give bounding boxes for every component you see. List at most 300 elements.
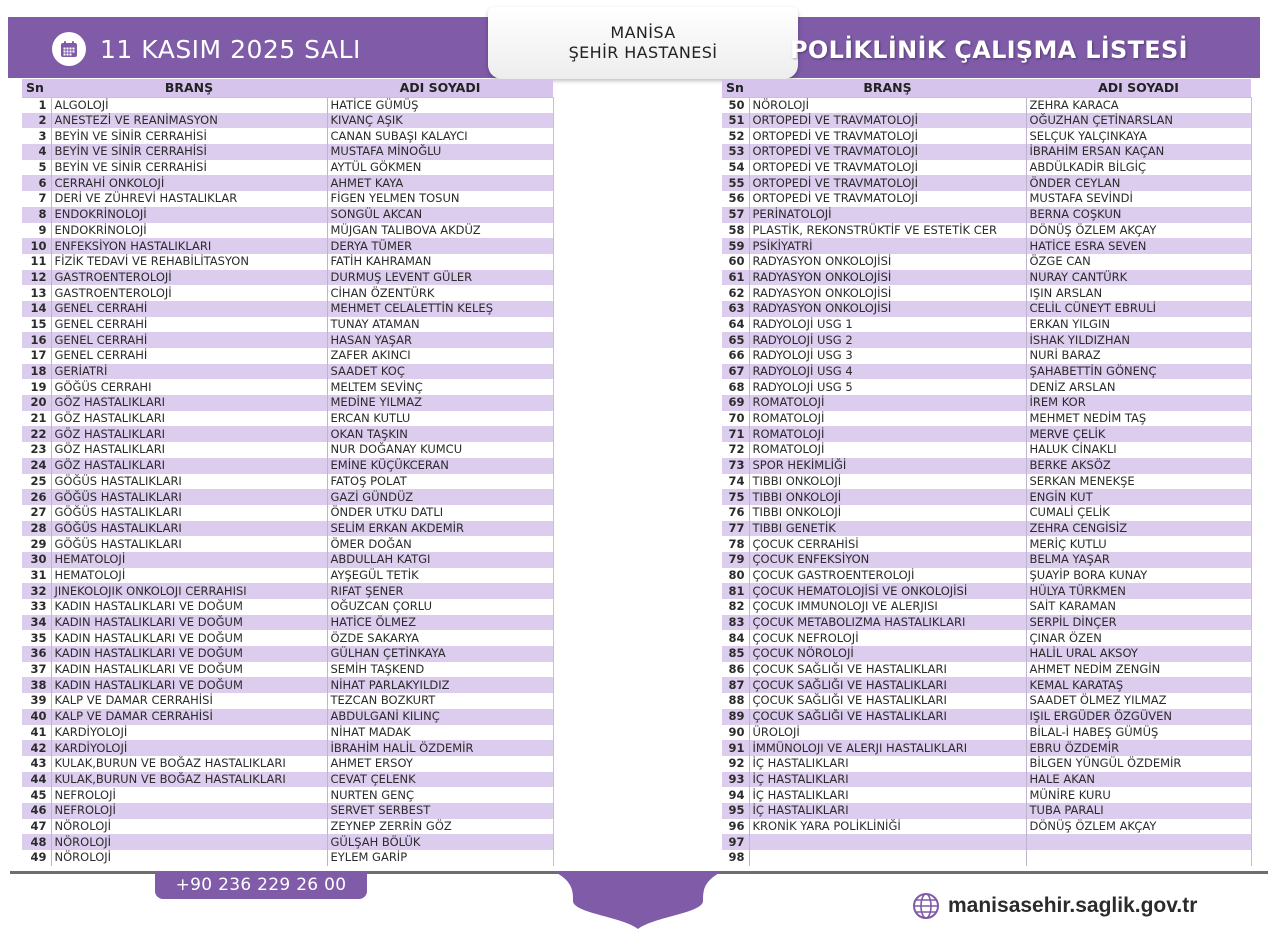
doctor-name-cell: CANAN SUBAŞI KALAYCI bbox=[327, 128, 553, 144]
doctor-name-cell: MERİÇ KUTLU bbox=[1026, 536, 1251, 552]
doctor-name-cell: SEMİH TAŞKEND bbox=[327, 662, 553, 678]
branch-cell: TIBBI ONKOLOJİ bbox=[749, 474, 1026, 490]
row-number: 74 bbox=[722, 474, 749, 490]
row-number: 35 bbox=[22, 630, 51, 646]
table-row bbox=[22, 787, 553, 803]
branch-cell: KARDİYOLOJİ bbox=[51, 740, 327, 756]
row-number: 90 bbox=[722, 725, 749, 741]
branch-cell: GENEL CERRAHİ bbox=[51, 332, 327, 348]
row-number: 85 bbox=[722, 646, 749, 662]
branch-cell: İÇ HASTALIKLARI bbox=[749, 772, 1026, 788]
row-number: 53 bbox=[722, 144, 749, 160]
doctor-name-cell: IŞIL ERGÜDER ÖZGÜVEN bbox=[1026, 709, 1251, 725]
doctor-name-cell: ÖMER DOĞAN bbox=[327, 536, 553, 552]
branch-cell: RADYASYON ONKOLOJİSİ bbox=[749, 254, 1026, 270]
branch-cell: ÇOCUK GASTROENTEROLOJİ bbox=[749, 568, 1026, 584]
table-row bbox=[722, 552, 1251, 568]
table-row bbox=[722, 285, 1251, 301]
doctor-name-cell: DERYA TÜMER bbox=[327, 238, 553, 254]
doctor-name-cell: EYLEM GARİP bbox=[327, 850, 553, 866]
decorative-drop-shape bbox=[553, 871, 723, 929]
row-number: 96 bbox=[722, 819, 749, 835]
row-number: 57 bbox=[722, 207, 749, 223]
table-row bbox=[22, 254, 553, 270]
doctor-name-cell: DENİZ ARSLAN bbox=[1026, 379, 1251, 395]
branch-cell: GENEL CERRAHİ bbox=[51, 301, 327, 317]
doctor-name-cell: BERNA COŞKUN bbox=[1026, 207, 1251, 223]
row-number: 7 bbox=[22, 191, 51, 207]
row-number: 31 bbox=[22, 568, 51, 584]
website-url[interactable]: manisasehir.saglik.gov.tr bbox=[948, 894, 1198, 917]
branch-cell: KADIN HASTALIKLARI VE DOĞUM bbox=[51, 615, 327, 631]
table-row bbox=[22, 379, 553, 395]
doctor-name-cell: ÇINAR ÖZEN bbox=[1026, 630, 1251, 646]
branch-cell: GÖĞÜS HASTALIKLARI bbox=[51, 505, 327, 521]
table-row bbox=[22, 709, 553, 725]
row-number: 65 bbox=[722, 332, 749, 348]
row-number: 50 bbox=[722, 97, 749, 113]
column-header-sn: Sn bbox=[722, 79, 749, 97]
table-row bbox=[22, 238, 553, 254]
branch-cell: NÖROLOJİ bbox=[749, 97, 1026, 113]
table-row bbox=[22, 615, 553, 631]
table-row bbox=[722, 568, 1251, 584]
branch-cell: İÇ HASTALIKLARI bbox=[749, 787, 1026, 803]
row-number: 16 bbox=[22, 332, 51, 348]
row-number: 78 bbox=[722, 536, 749, 552]
branch-cell: ÇOCUK METABOLIZMA HASTALIKLARI bbox=[749, 615, 1026, 631]
row-number: 49 bbox=[22, 850, 51, 866]
row-number: 15 bbox=[22, 317, 51, 333]
doctor-name-cell: HALUK CİNAKLI bbox=[1026, 442, 1251, 458]
column-header-name: ADI SOYADI bbox=[327, 79, 553, 97]
row-number: 97 bbox=[722, 834, 749, 850]
doctor-name-cell: CUMALİ ÇELİK bbox=[1026, 505, 1251, 521]
doctor-name-cell: SELÇUK YALÇINKAYA bbox=[1026, 128, 1251, 144]
row-number: 38 bbox=[22, 677, 51, 693]
doctor-name-cell: AYŞEGÜL TETİK bbox=[327, 568, 553, 584]
table-row bbox=[722, 270, 1251, 286]
row-number: 18 bbox=[22, 364, 51, 380]
row-number: 44 bbox=[22, 772, 51, 788]
row-number: 2 bbox=[22, 113, 51, 129]
branch-cell: GENEL CERRAHİ bbox=[51, 348, 327, 364]
doctor-name-cell: GAZİ GÜNDÜZ bbox=[327, 489, 553, 505]
doctor-name-cell: ZEHRA CENGİSİZ bbox=[1026, 521, 1251, 537]
table-row bbox=[22, 756, 553, 772]
table-row bbox=[722, 803, 1251, 819]
doctor-name-cell: AHMET KAYA bbox=[327, 175, 553, 191]
branch-cell: NEFROLOJİ bbox=[51, 787, 327, 803]
row-number: 60 bbox=[722, 254, 749, 270]
table-row bbox=[22, 426, 553, 442]
doctor-name-cell: İBRAHİM HALİL ÖZDEMİR bbox=[327, 740, 553, 756]
row-number: 79 bbox=[722, 552, 749, 568]
doctor-name-cell: MUSTAFA SEVİNDİ bbox=[1026, 191, 1251, 207]
doctor-name-cell: İBRAHİM ERSAN KAÇAN bbox=[1026, 144, 1251, 160]
row-number: 83 bbox=[722, 615, 749, 631]
branch-cell: ORTOPEDİ VE TRAVMATOLOJİ bbox=[749, 128, 1026, 144]
branch-cell: ENFEKSİYON HASTALIKLARI bbox=[51, 238, 327, 254]
row-number: 8 bbox=[22, 207, 51, 223]
table-row bbox=[722, 677, 1251, 693]
branch-cell: GÖZ HASTALIKLARI bbox=[51, 458, 327, 474]
row-number: 13 bbox=[22, 285, 51, 301]
row-number: 19 bbox=[22, 379, 51, 395]
table-row bbox=[22, 725, 553, 741]
doctor-name-cell: RIFAT ŞENER bbox=[327, 583, 553, 599]
branch-cell: ANESTEZİ VE REANİMASYON bbox=[51, 113, 327, 129]
date-text: 11 KASIM 2025 SALI bbox=[100, 34, 361, 64]
table-row bbox=[722, 599, 1251, 615]
row-number: 33 bbox=[22, 599, 51, 615]
table-row bbox=[22, 536, 553, 552]
branch-cell: KADIN HASTALIKLARI VE DOĞUM bbox=[51, 599, 327, 615]
branch-cell: ORTOPEDİ VE TRAVMATOLOJİ bbox=[749, 175, 1026, 191]
branch-cell: HEMATOLOJİ bbox=[51, 568, 327, 584]
row-number: 76 bbox=[722, 505, 749, 521]
table-row bbox=[22, 677, 553, 693]
branch-cell: CERRAHİ ONKOLOJİ bbox=[51, 175, 327, 191]
table-row bbox=[722, 693, 1251, 709]
doctor-name-cell: KIVANÇ AŞIK bbox=[327, 113, 553, 129]
branch-cell: GERİATRİ bbox=[51, 364, 327, 380]
table-row bbox=[22, 819, 553, 835]
doctor-name-cell: İREM KOR bbox=[1026, 395, 1251, 411]
table-header-row bbox=[722, 79, 1251, 97]
row-number: 95 bbox=[722, 803, 749, 819]
doctor-name-cell: ŞUAYİP BORA KUNAY bbox=[1026, 568, 1251, 584]
doctor-name-cell: AYTÜL GÖKMEN bbox=[327, 160, 553, 176]
doctor-name-cell: OKAN TAŞKIN bbox=[327, 426, 553, 442]
branch-cell: TIBBI ONKOLOJİ bbox=[749, 505, 1026, 521]
table-row bbox=[22, 285, 553, 301]
branch-cell: GÖZ HASTALIKLARI bbox=[51, 426, 327, 442]
branch-cell: GÖZ HASTALIKLARI bbox=[51, 411, 327, 427]
doctor-name-cell: TUNAY ATAMAN bbox=[327, 317, 553, 333]
table-header-row bbox=[22, 79, 553, 97]
table-body-left bbox=[22, 97, 553, 866]
row-number: 72 bbox=[722, 442, 749, 458]
page-title: POLİKLİNİK ÇALIŞMA LİSTESİ bbox=[790, 36, 1188, 64]
doctor-name-cell: ABDULLAH KATGI bbox=[327, 552, 553, 568]
table-row bbox=[22, 175, 553, 191]
doctor-name-cell: NUR DOĞANAY KUMCU bbox=[327, 442, 553, 458]
hospital-name-tab bbox=[488, 7, 798, 79]
row-number: 81 bbox=[722, 583, 749, 599]
hospital-name-line1: MANİSA bbox=[610, 23, 676, 42]
table-row bbox=[22, 458, 553, 474]
branch-cell: İMMÜNOLOJI VE ALERJI HASTALIKLARI bbox=[749, 740, 1026, 756]
row-number: 34 bbox=[22, 615, 51, 631]
branch-cell: GÖĞÜS HASTALIKLARI bbox=[51, 521, 327, 537]
phone-number: +90 236 229 26 00 bbox=[155, 871, 367, 899]
doctor-name-cell: MEHMET CELALETTİN KELEŞ bbox=[327, 301, 553, 317]
doctor-name-cell: ÖZDE SAKARYA bbox=[327, 630, 553, 646]
branch-cell: RADYASYON ONKOLOJİSİ bbox=[749, 270, 1026, 286]
table-row bbox=[722, 772, 1251, 788]
table-row bbox=[22, 301, 553, 317]
branch-cell: SPOR HEKİMLİĞİ bbox=[749, 458, 1026, 474]
row-number: 88 bbox=[722, 693, 749, 709]
doctor-name-cell: FATOŞ POLAT bbox=[327, 474, 553, 490]
row-number: 6 bbox=[22, 175, 51, 191]
branch-cell: RADYOLOJİ USG 2 bbox=[749, 332, 1026, 348]
branch-cell: İÇ HASTALIKLARI bbox=[749, 756, 1026, 772]
row-number: 84 bbox=[722, 630, 749, 646]
column-header-name: ADI SOYADI bbox=[1026, 79, 1251, 97]
branch-cell: KADIN HASTALIKLARI VE DOĞUM bbox=[51, 662, 327, 678]
row-number: 51 bbox=[722, 113, 749, 129]
row-number: 5 bbox=[22, 160, 51, 176]
row-number: 40 bbox=[22, 709, 51, 725]
table-row bbox=[722, 348, 1251, 364]
table-row bbox=[722, 426, 1251, 442]
table-row bbox=[22, 395, 553, 411]
branch-cell: GÖZ HASTALIKLARI bbox=[51, 442, 327, 458]
branch-cell: DERİ VE ZÜHREVİ HASTALIKLAR bbox=[51, 191, 327, 207]
row-number: 23 bbox=[22, 442, 51, 458]
table-row bbox=[722, 191, 1251, 207]
branch-cell: ÇOCUK NÖROLOJİ bbox=[749, 646, 1026, 662]
branch-cell: NÖROLOJİ bbox=[51, 819, 327, 835]
row-number: 47 bbox=[22, 819, 51, 835]
row-number: 46 bbox=[22, 803, 51, 819]
branch-cell: TIBBI GENETİK bbox=[749, 521, 1026, 537]
table-row bbox=[22, 630, 553, 646]
doctor-name-cell: SAADET KOÇ bbox=[327, 364, 553, 380]
branch-cell: FİZİK TEDAVİ VE REHABİLİTASYON bbox=[51, 254, 327, 270]
table-row bbox=[22, 803, 553, 819]
branch-cell: KALP VE DAMAR CERRAHİSİ bbox=[51, 709, 327, 725]
branch-cell: GASTROENTEROLOJİ bbox=[51, 270, 327, 286]
branch-cell: ÇOCUK HEMATOLOJİSİ VE ONKOLOJİSİ bbox=[749, 583, 1026, 599]
table-row bbox=[722, 128, 1251, 144]
branch-cell: GENEL CERRAHİ bbox=[51, 317, 327, 333]
branch-cell: GÖĞÜS CERRAHI bbox=[51, 379, 327, 395]
row-number: 93 bbox=[722, 772, 749, 788]
branch-cell: RADYASYON ONKOLOJİSİ bbox=[749, 285, 1026, 301]
branch-cell: ÇOCUK IMMUNOLOJI VE ALERJISI bbox=[749, 599, 1026, 615]
table-row bbox=[722, 630, 1251, 646]
branch-cell: RADYOLOJİ USG 5 bbox=[749, 379, 1026, 395]
branch-cell: ÇOCUK SAĞLIĞI VE HASTALIKLARI bbox=[749, 677, 1026, 693]
row-number: 41 bbox=[22, 725, 51, 741]
branch-cell: ÜROLOJİ bbox=[749, 725, 1026, 741]
table-row bbox=[722, 521, 1251, 537]
table-row bbox=[722, 411, 1251, 427]
table-row bbox=[722, 301, 1251, 317]
doctor-name-cell: OĞUZCAN ÇORLU bbox=[327, 599, 553, 615]
table-row bbox=[722, 207, 1251, 223]
row-number: 94 bbox=[722, 787, 749, 803]
table-row bbox=[22, 583, 553, 599]
table-row bbox=[722, 317, 1251, 333]
doctor-name-cell: ABDULGANİ KILINÇ bbox=[327, 709, 553, 725]
table-row bbox=[22, 113, 553, 129]
branch-cell: ROMATOLOJİ bbox=[749, 395, 1026, 411]
row-number: 87 bbox=[722, 677, 749, 693]
table-row bbox=[22, 850, 553, 866]
branch-cell: İÇ HASTALIKLARI bbox=[749, 803, 1026, 819]
row-number: 67 bbox=[722, 364, 749, 380]
doctor-name-cell: FATİH KAHRAMAN bbox=[327, 254, 553, 270]
branch-cell: BEYİN VE SİNİR CERRAHİSİ bbox=[51, 144, 327, 160]
branch-cell: KADIN HASTALIKLARI VE DOĞUM bbox=[51, 677, 327, 693]
row-number: 39 bbox=[22, 693, 51, 709]
branch-cell: GÖZ HASTALIKLARI bbox=[51, 395, 327, 411]
table-row bbox=[722, 709, 1251, 725]
doctor-name-cell: CELİL CÜNEYT EBRULİ bbox=[1026, 301, 1251, 317]
doctor-name-cell: BİLGEN YÜNGÜL ÖZDEMİR bbox=[1026, 756, 1251, 772]
table-row bbox=[722, 850, 1251, 866]
branch-cell: ÇOCUK NEFROLOJİ bbox=[749, 630, 1026, 646]
doctor-name-cell: KEMAL KARATAŞ bbox=[1026, 677, 1251, 693]
table-row bbox=[22, 270, 553, 286]
table-row bbox=[22, 834, 553, 850]
doctor-name-cell: OĞUZHAN ÇETİNARSLAN bbox=[1026, 113, 1251, 129]
doctor-name-cell: ÖNDER UTKU DATLI bbox=[327, 505, 553, 521]
doctor-name-cell: ÖNDER CEYLAN bbox=[1026, 175, 1251, 191]
table-row bbox=[722, 740, 1251, 756]
table-row bbox=[22, 442, 553, 458]
branch-cell: ENDOKRİNOLOJİ bbox=[51, 207, 327, 223]
doctor-name-cell: SERVET SERBEST bbox=[327, 803, 553, 819]
doctor-name-cell: DÖNÜŞ ÖZLEM AKÇAY bbox=[1026, 819, 1251, 835]
branch-cell: GÖĞÜS HASTALIKLARI bbox=[51, 489, 327, 505]
branch-cell: ORTOPEDİ VE TRAVMATOLOJİ bbox=[749, 191, 1026, 207]
doctor-name-cell: MELTEM SEVİNÇ bbox=[327, 379, 553, 395]
table-row bbox=[722, 819, 1251, 835]
table-row bbox=[22, 568, 553, 584]
row-number: 11 bbox=[22, 254, 51, 270]
doctor-name-cell: GÜLHAN ÇETİNKAYA bbox=[327, 646, 553, 662]
doctor-name-cell: HALİL URAL AKSOY bbox=[1026, 646, 1251, 662]
table-row bbox=[722, 113, 1251, 129]
doctor-name-cell: ERKAN YILGIN bbox=[1026, 317, 1251, 333]
table-row bbox=[22, 740, 553, 756]
branch-cell: ÇOCUK SAĞLIĞI VE HASTALIKLARI bbox=[749, 662, 1026, 678]
doctor-name-cell: ZEHRA KARACA bbox=[1026, 97, 1251, 113]
table-row bbox=[722, 787, 1251, 803]
schedule-table-right bbox=[722, 79, 1252, 866]
doctor-name-cell: TEZCAN BOZKURT bbox=[327, 693, 553, 709]
table-row bbox=[722, 175, 1251, 191]
row-number: 37 bbox=[22, 662, 51, 678]
table-body-right bbox=[722, 97, 1251, 866]
doctor-name-cell: MÜJGAN TALIBOVA AKDÜZ bbox=[327, 223, 553, 239]
column-header-branch: BRANŞ bbox=[51, 79, 327, 97]
table-row bbox=[722, 160, 1251, 176]
row-number: 56 bbox=[722, 191, 749, 207]
table-row bbox=[722, 379, 1251, 395]
row-number: 30 bbox=[22, 552, 51, 568]
table-row bbox=[722, 505, 1251, 521]
table-row bbox=[722, 474, 1251, 490]
row-number: 26 bbox=[22, 489, 51, 505]
doctor-name-cell: BERKE AKSÖZ bbox=[1026, 458, 1251, 474]
doctor-name-cell: SAİT KARAMAN bbox=[1026, 599, 1251, 615]
table-row bbox=[722, 536, 1251, 552]
hospital-name-line2: ŞEHİR HASTANESİ bbox=[568, 43, 718, 62]
row-number: 42 bbox=[22, 740, 51, 756]
branch-cell bbox=[749, 834, 1026, 850]
table-row bbox=[22, 348, 553, 364]
row-number: 9 bbox=[22, 223, 51, 239]
row-number: 69 bbox=[722, 395, 749, 411]
branch-cell: KULAK,BURUN VE BOĞAZ HASTALIKLARI bbox=[51, 756, 327, 772]
doctor-name-cell: SONGÜL AKCAN bbox=[327, 207, 553, 223]
branch-cell: KRONİK YARA POLİKLİNİĞİ bbox=[749, 819, 1026, 835]
doctor-name-cell: CEVAT ÇELENK bbox=[327, 772, 553, 788]
row-number: 54 bbox=[722, 160, 749, 176]
doctor-name-cell: HÜLYA TÜRKMEN bbox=[1026, 583, 1251, 599]
row-number: 24 bbox=[22, 458, 51, 474]
branch-cell: ORTOPEDİ VE TRAVMATOLOJİ bbox=[749, 160, 1026, 176]
doctor-name-cell: DURMUŞ LEVENT GÜLER bbox=[327, 270, 553, 286]
doctor-name-cell: HATİCE ÖLMEZ bbox=[327, 615, 553, 631]
doctor-name-cell: NURTEN GENÇ bbox=[327, 787, 553, 803]
table-row bbox=[22, 646, 553, 662]
table-row bbox=[22, 207, 553, 223]
row-number: 12 bbox=[22, 270, 51, 286]
doctor-name-cell: SERKAN MENEKŞE bbox=[1026, 474, 1251, 490]
row-number: 17 bbox=[22, 348, 51, 364]
branch-cell: ROMATOLOJİ bbox=[749, 442, 1026, 458]
schedule-table-left bbox=[22, 79, 554, 866]
table-row bbox=[722, 662, 1251, 678]
row-number: 25 bbox=[22, 474, 51, 490]
table-row bbox=[22, 97, 553, 113]
doctor-name-cell bbox=[1026, 850, 1251, 866]
table-row bbox=[22, 772, 553, 788]
row-number: 62 bbox=[722, 285, 749, 301]
table-row bbox=[22, 332, 553, 348]
table-row bbox=[22, 505, 553, 521]
table-row bbox=[22, 411, 553, 427]
row-number: 14 bbox=[22, 301, 51, 317]
website-link[interactable] bbox=[912, 890, 1197, 922]
calendar-icon bbox=[52, 32, 86, 66]
doctor-name-cell: NURİ BARAZ bbox=[1026, 348, 1251, 364]
row-number: 63 bbox=[722, 301, 749, 317]
doctor-name-cell: ŞAHABETTİN GÖNENÇ bbox=[1026, 364, 1251, 380]
branch-cell: KADIN HASTALIKLARI VE DOĞUM bbox=[51, 630, 327, 646]
doctor-name-cell: ZEYNEP ZERRİN GÖZ bbox=[327, 819, 553, 835]
table-row bbox=[22, 160, 553, 176]
branch-cell: RADYOLOJİ USG 3 bbox=[749, 348, 1026, 364]
branch-cell: BEYİN VE SİNİR CERRAHİSİ bbox=[51, 128, 327, 144]
row-number: 68 bbox=[722, 379, 749, 395]
table-row bbox=[722, 223, 1251, 239]
doctor-name-cell: NİHAT MADAK bbox=[327, 725, 553, 741]
doctor-name-cell: BELMA YAŞAR bbox=[1026, 552, 1251, 568]
table-row bbox=[22, 223, 553, 239]
branch-cell: BEYİN VE SİNİR CERRAHİSİ bbox=[51, 160, 327, 176]
row-number: 70 bbox=[722, 411, 749, 427]
doctor-name-cell: ÖZGE CAN bbox=[1026, 254, 1251, 270]
doctor-name-cell: MUSTAFA MİNOĞLU bbox=[327, 144, 553, 160]
row-number: 36 bbox=[22, 646, 51, 662]
row-number: 28 bbox=[22, 521, 51, 537]
doctor-name-cell: MERVE ÇELİK bbox=[1026, 426, 1251, 442]
doctor-name-cell: EBRU ÖZDEMİR bbox=[1026, 740, 1251, 756]
row-number: 43 bbox=[22, 756, 51, 772]
doctor-name-cell: EMİNE KÜÇÜKCERAN bbox=[327, 458, 553, 474]
branch-cell: RADYOLOJİ USG 4 bbox=[749, 364, 1026, 380]
row-number: 86 bbox=[722, 662, 749, 678]
doctor-name-cell: SAADET ÖLMEZ YILMAZ bbox=[1026, 693, 1251, 709]
